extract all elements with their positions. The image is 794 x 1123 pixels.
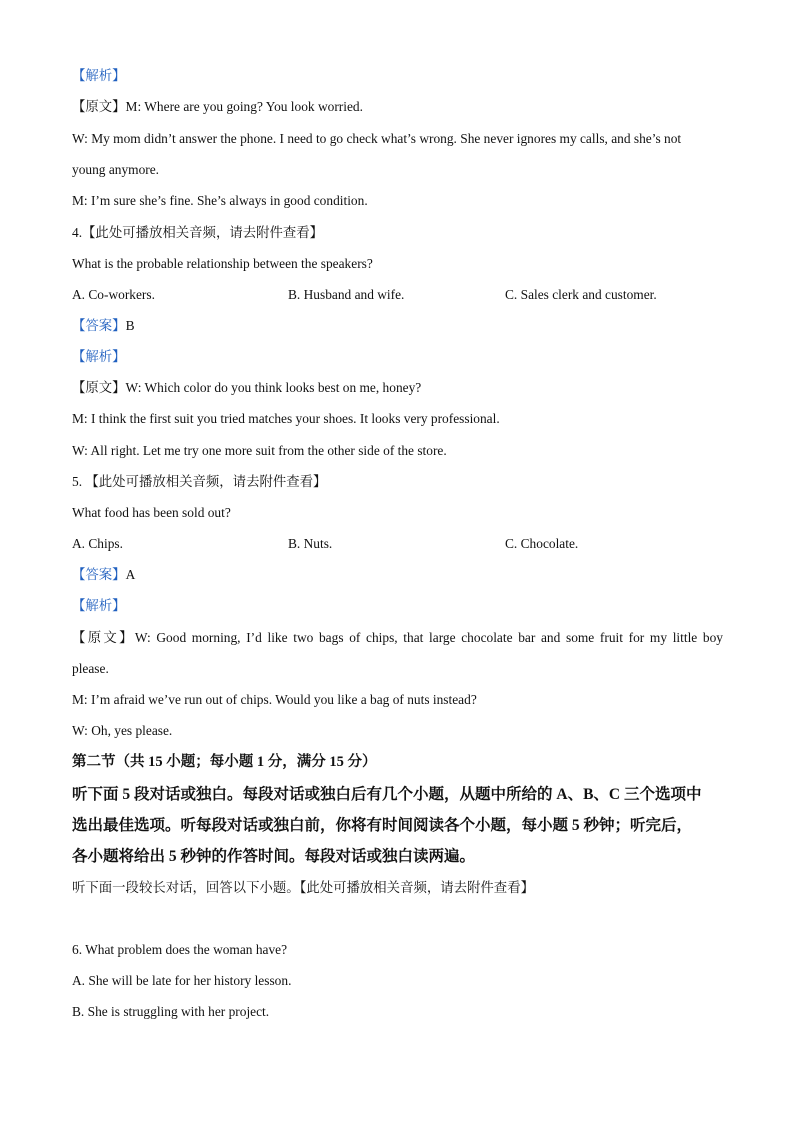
transcript-line: W: Oh, yes please. (72, 723, 173, 738)
transcript-line: W: All right. Let me try one more suit from the other side of the store. (72, 443, 447, 458)
question-6-option-b: B. She is struggling with her project. (72, 1004, 270, 1019)
question-4-heading: 4.【此处可播放相关音频，请去附件查看】 (72, 225, 324, 240)
option-c: C. Sales clerk and customer. (505, 287, 657, 302)
question-4-text: What is the probable relationship between the speakers? (72, 256, 373, 271)
listening-note: 听下面一段较长对话，回答以下小题。【此处可播放相关音频，请去附件查看】 (72, 880, 534, 895)
transcript-line: W: My mom didn’t answer the phone. I need to go check what’s wrong. She never ignores my calls, and she’s not (72, 131, 682, 146)
option-b: B. Husband and wife. (288, 287, 405, 302)
option-c: C. Chocolate. (505, 536, 579, 551)
instructions-line: 选出最佳选项。听每段对话或独白前，你将有时间阅读各个小题，每小题 5 秒钟；听完后， (72, 817, 693, 834)
answer-value: A (125, 567, 136, 582)
section-2-title: 第二节（共 15 小题；每小题 1 分，满分 15 分） (72, 754, 377, 770)
analysis-tag: 【解析】 (72, 68, 126, 83)
option-b: B. Nuts. (288, 536, 333, 551)
instructions-line: 听下面 5 段对话或独白。每段对话或独白后有几个小题，从题中所给的 A、B、C 三个选项中 (72, 786, 702, 803)
transcript-line: 【原文】W: Good morning, I’d like two bags of chips, that large chocolate bar and some fruit for my little boy (72, 630, 723, 645)
question-5-text: What food has been sold out? (72, 505, 231, 520)
instructions-line: 各小题将给出 5 秒钟的作答时间。每段对话或独白读两遍。 (72, 848, 476, 865)
transcript-line: 【原文】M: Where are you going? You look worried. (72, 99, 363, 114)
transcript-line: 【原文】W: Which color do you think looks best on me, honey? (72, 380, 422, 395)
transcript-line: M: I think the first suit you tried matches your shoes. It looks very professional. (72, 411, 500, 426)
question-5-heading: 5. 【此处可播放相关音频，请去附件查看】 (72, 474, 327, 489)
option-a: A. Chips. (72, 536, 123, 551)
answer-value: B (125, 318, 135, 333)
transcript-line: please. (72, 661, 109, 676)
transcript-line: M: I’m sure she’s fine. She’s always in good condition. (72, 193, 368, 208)
answer-tag: 【答案】 (72, 318, 126, 333)
answer-line (72, 317, 135, 335)
analysis-tag: 【解析】 (72, 349, 126, 364)
analysis-tag: 【解析】 (72, 598, 126, 613)
question-6-text: 6. What problem does the woman have? (72, 942, 288, 957)
answer-line (72, 566, 135, 584)
option-a: A. Co-workers. (72, 287, 155, 302)
answer-tag: 【答案】 (72, 567, 126, 582)
transcript-line: young anymore. (72, 162, 160, 177)
transcript-line: M: I’m afraid we’ve run out of chips. Would you like a bag of nuts instead? (72, 692, 477, 707)
question-6-option-a: A. She will be late for her history lesson. (72, 973, 292, 988)
